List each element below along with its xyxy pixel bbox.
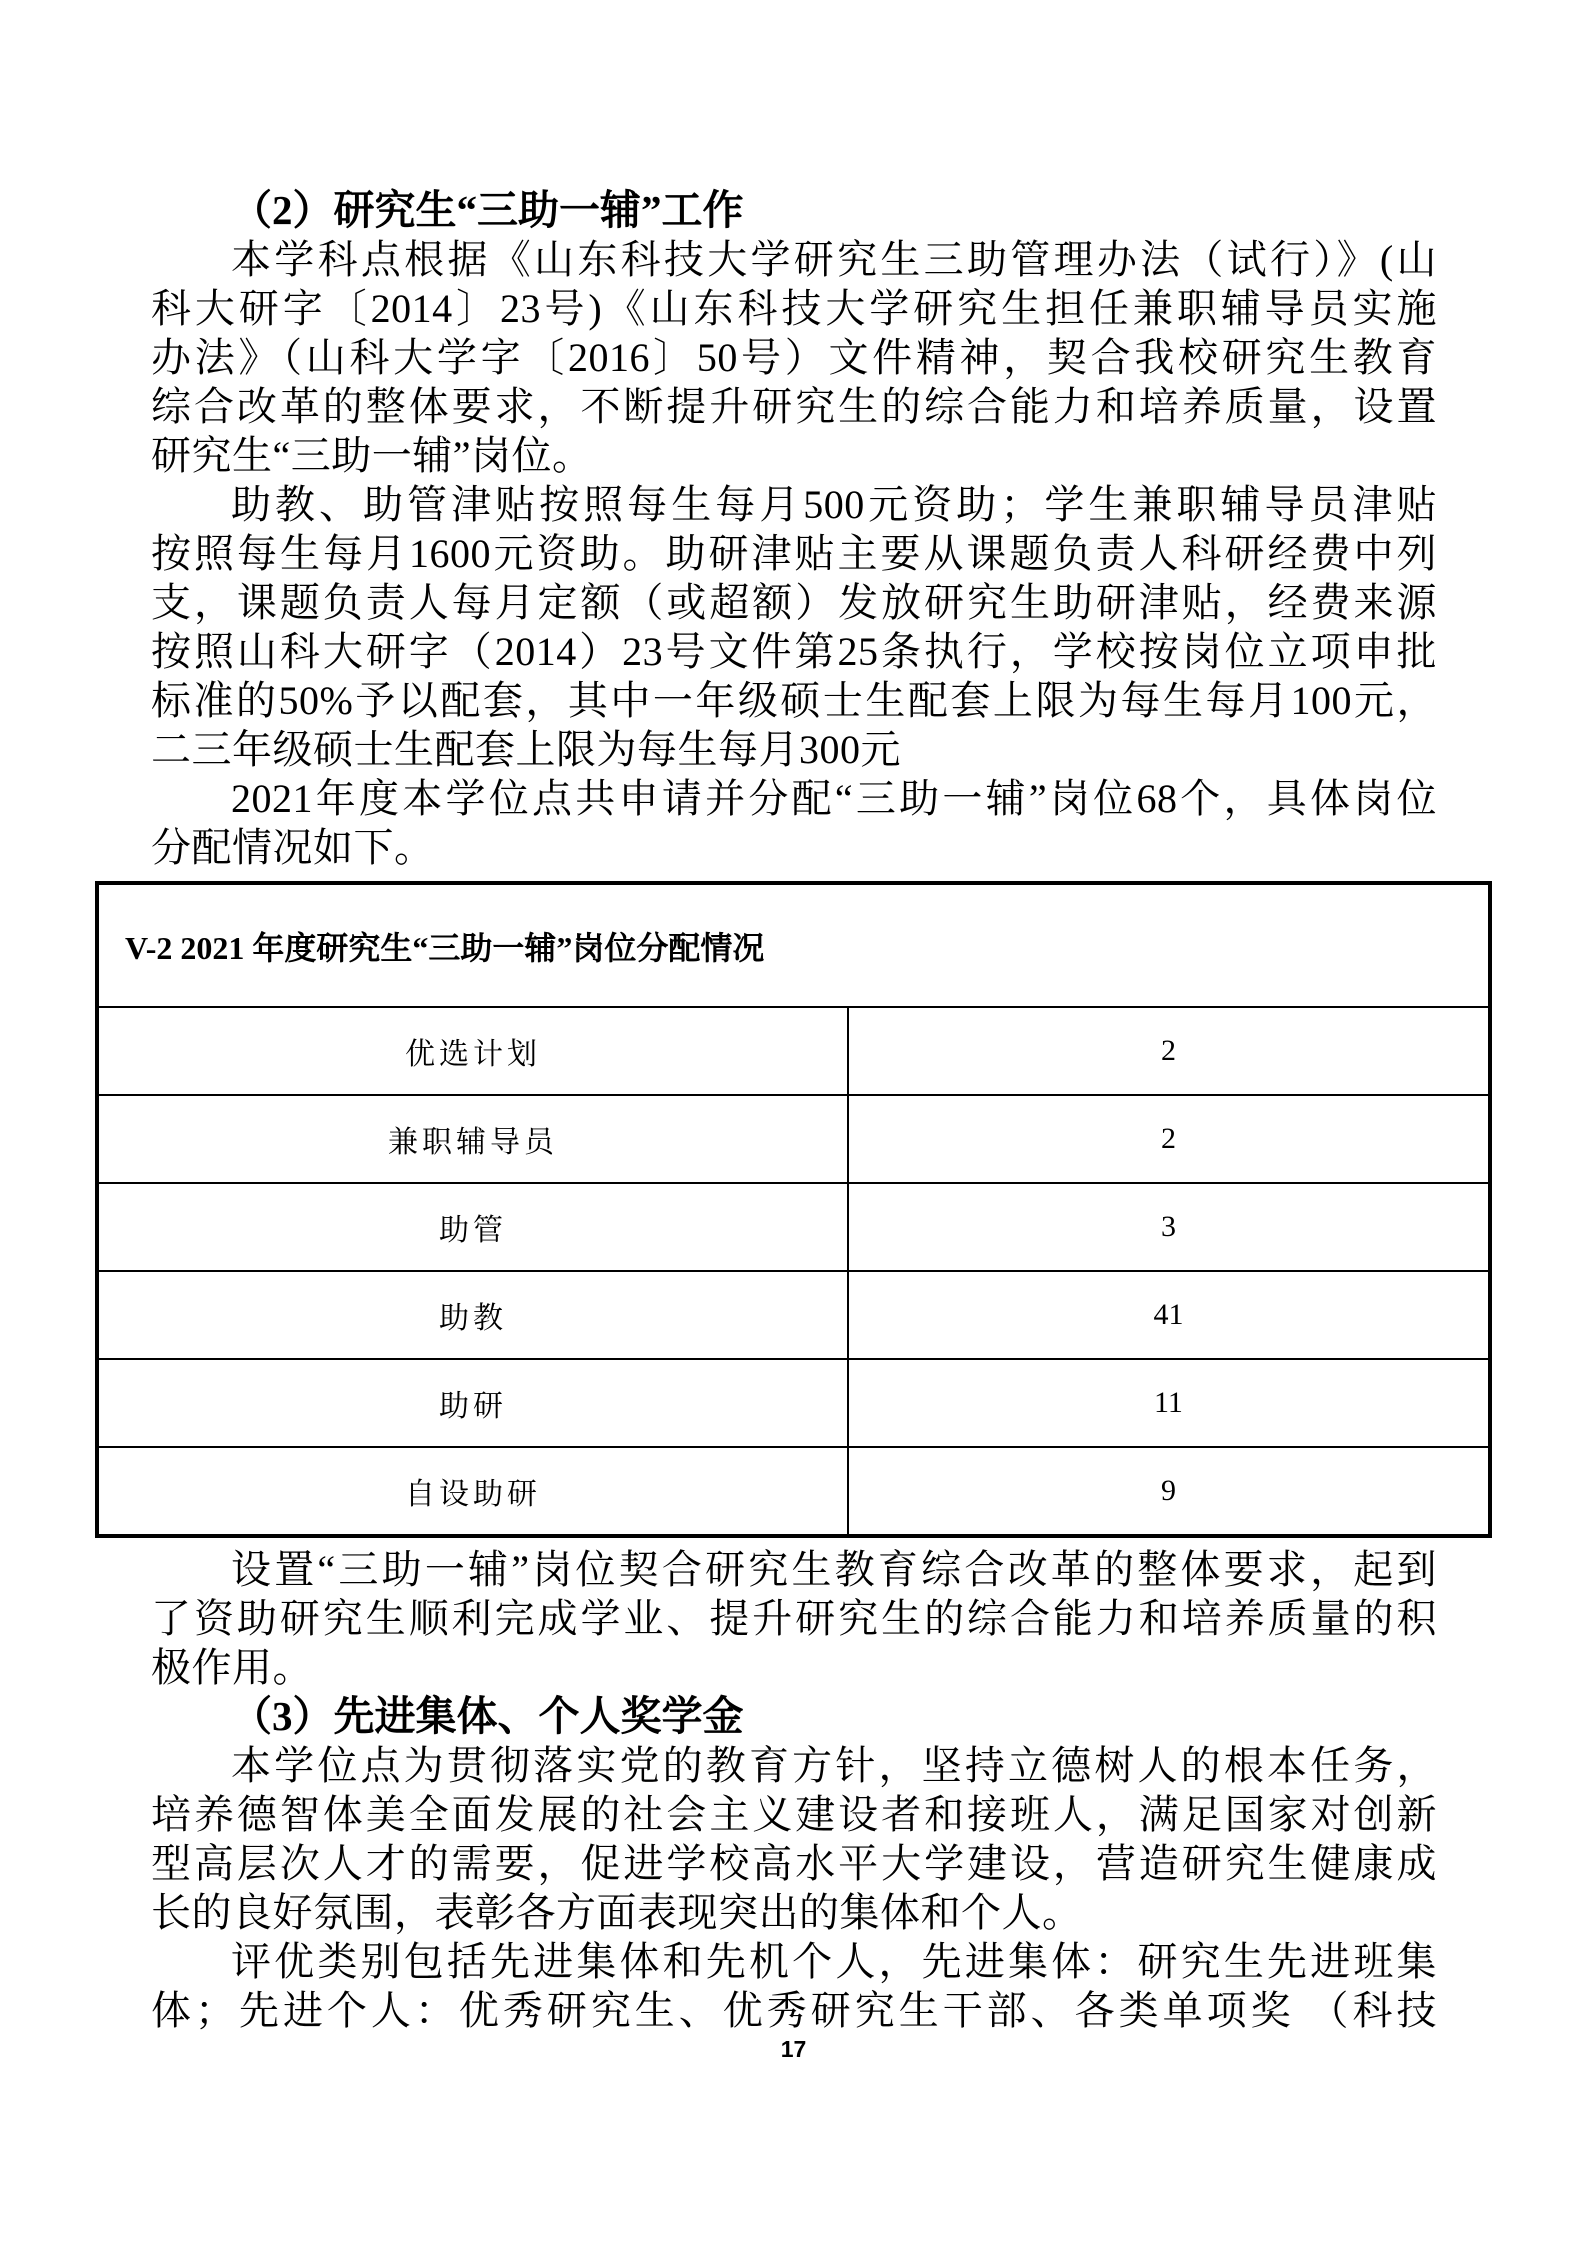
- section-heading-awards: （3）先进集体、个人奖学金: [231, 1693, 744, 1739]
- paragraph-line: 综合改革的整体要求，不断提升研究生的综合能力和培养质量，设置: [151, 384, 1437, 429]
- paragraph-line: 评优类别包括先进集体和先机个人，先进集体：研究生先进班集: [231, 1939, 1437, 1984]
- table-row: [99, 1006, 1488, 1094]
- paragraph-line: 极作用。: [151, 1645, 313, 1690]
- paragraph-line: 助教、助管津贴按照每生每月500元资助；学生兼职辅导员津贴: [231, 482, 1437, 527]
- paragraph-line: 长的良好氛围，表彰各方面表现突出的集体和个人。: [151, 1890, 1083, 1935]
- allocation-table: [95, 881, 1492, 1538]
- paragraph-line: 本学科点根据《山东科技大学研究生三助管理办法（试行）》(山: [231, 237, 1437, 282]
- table-cell-value: 2: [1161, 1122, 1176, 1155]
- table-cell-value: 11: [1154, 1386, 1183, 1419]
- paragraph-line: 体；先进个人：优秀研究生、优秀研究生干部、各类单项奖 （科技: [151, 1988, 1437, 2033]
- paragraph-table-summary: [151, 1545, 1437, 1692]
- paragraph-award-categories: [151, 1937, 1437, 2035]
- paragraph-line: 设置“三助一辅”岗位契合研究生教育综合改革的整体要求，起到: [231, 1547, 1437, 1592]
- table-cell-value: 3: [1161, 1210, 1176, 1243]
- section-heading-sanzhu: （2）研究生“三助一辅”工作: [231, 187, 744, 233]
- table-cell-label: 兼职辅导员: [99, 1096, 849, 1182]
- paragraph-line: 按照每生每月1600元资助。助研津贴主要从课题负责人科研经费中列: [151, 531, 1437, 576]
- page-number: 17: [780, 2036, 807, 2062]
- paragraph-subsidy: [151, 480, 1437, 774]
- paragraph-line: 按照山科大研字（2014）23号文件第25条执行，学校按岗位立项申批: [151, 629, 1437, 674]
- paragraph-line: 培养德智体美全面发展的社会主义建设者和接班人，满足国家对创新: [151, 1792, 1437, 1837]
- document-body: [125, 186, 1437, 2035]
- table-cell-label: 助管: [99, 1184, 849, 1270]
- paragraph-line: 科大研字〔2014〕23号)《山东科技大学研究生担任兼职辅导员实施: [151, 286, 1437, 331]
- table-cell-value: 9: [1161, 1474, 1176, 1507]
- paragraph-line: 分配情况如下。: [151, 825, 435, 870]
- table-row: [99, 1270, 1488, 1358]
- paragraph-line: 研究生“三助一辅”岗位。: [151, 433, 593, 478]
- table-cell-label: 自设助研: [99, 1448, 849, 1534]
- table-row: [99, 1094, 1488, 1182]
- paragraph-allocation-intro: [151, 774, 1437, 872]
- paragraph-sanzhu-intro: [151, 235, 1437, 480]
- table-row: [99, 1182, 1488, 1270]
- table-cell-label: 助教: [99, 1272, 849, 1358]
- paragraph-line: 办法》（山科大学字〔2016〕50号）文件精神，契合我校研究生教育: [151, 335, 1437, 380]
- paragraph-line: 了资助研究生顺利完成学业、提升研究生的综合能力和培养质量的积: [151, 1596, 1437, 1641]
- table-cell-value: 41: [1153, 1298, 1184, 1331]
- table-row: [99, 1446, 1488, 1534]
- paragraph-line: 本学位点为贯彻落实党的教育方针，坚持立德树人的根本任务，: [231, 1743, 1437, 1788]
- table-cell-label: 助研: [99, 1360, 849, 1446]
- table-cell-value: 2: [1161, 1034, 1176, 1067]
- paragraph-line: 标准的50%予以配套，其中一年级硕士生配套上限为每生每月100元，: [151, 678, 1437, 723]
- paragraph-line: 2021年度本学位点共申请并分配“三助一辅”岗位68个，具体岗位: [231, 776, 1437, 821]
- table-row: [99, 1358, 1488, 1446]
- table-title: V-2 2021 年度研究生“三助一辅”岗位分配情况: [125, 929, 765, 966]
- paragraph-line: 型高层次人才的需要，促进学校高水平大学建设，营造研究生健康成: [151, 1841, 1437, 1886]
- paragraph-line: 支，课题负责人每月定额（或超额）发放研究生助研津贴，经费来源: [151, 580, 1437, 625]
- table-cell-label: 优选计划: [99, 1008, 849, 1094]
- paragraph-awards-intro: [151, 1741, 1437, 1937]
- paragraph-line: 二三年级硕士生配套上限为每生每月300元: [151, 727, 901, 772]
